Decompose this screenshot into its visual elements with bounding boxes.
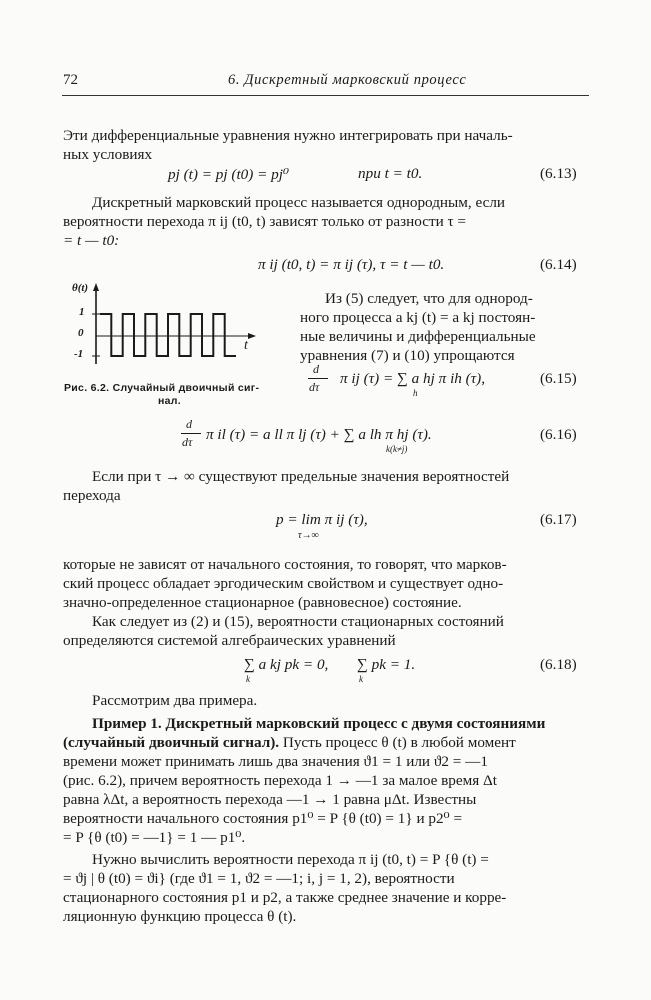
paragraph-line: значно-определенное стационарное (равновесное) состояние. <box>63 594 462 611</box>
figure-caption-line2: нал. <box>158 395 181 407</box>
paragraph-line: ляционную функцию процесса θ (t). <box>63 908 297 925</box>
equation-6-14: π ij (t0, t) = π ij (τ), τ = t — t0. <box>258 256 445 273</box>
paragraph-line: Дискретный марковский процесс называется однородным, если <box>92 194 506 211</box>
paragraph-line: Эти дифференциальные уравнения нужно интегрировать при началь- <box>63 127 513 144</box>
axis-x-label: t <box>244 338 248 353</box>
equation-6-13-lhs: pj (t) = pj (t0) = pj⁰ <box>168 166 290 183</box>
paragraph-line: ных условиях <box>63 146 153 163</box>
sum-subscript: h <box>413 388 418 398</box>
signal-plot <box>60 282 290 377</box>
example-heading-text: (случайный двоичный сигнал). <box>63 734 280 751</box>
paragraph-line: вероятности начального состояния p1⁰ = P {θ (t0) = 1} и p2⁰ = <box>63 810 463 827</box>
equation-6-18-part1: ∑ a kj pk = 0, <box>244 656 329 673</box>
paragraph-line: Рассмотрим два примера. <box>92 692 258 709</box>
equation-number: (6.14) <box>540 256 577 273</box>
x-axis-arrow <box>248 333 256 339</box>
fraction-numerator: d <box>313 362 319 376</box>
sum-subscript: k <box>359 674 363 684</box>
equation-6-15: π ij (τ) = ∑ a hj π ih (τ), <box>340 370 486 387</box>
fraction-denominator: dτ <box>182 435 193 449</box>
paragraph-line: = t — t0: <box>63 232 120 249</box>
paragraph-line: определяются системой алгебраических уравнений <box>63 632 396 649</box>
equation-number: (6.15) <box>540 370 577 387</box>
paragraph-line: уравнения (7) и (10) упрощаются <box>300 347 515 364</box>
sum-subscript: k <box>246 674 250 684</box>
tick-label-plus: 1 <box>79 306 85 318</box>
equation-number: (6.17) <box>540 511 577 528</box>
fraction-bar <box>181 433 201 434</box>
fraction-numerator: d <box>186 417 192 431</box>
equation-number: (6.13) <box>540 165 577 182</box>
paragraph-line: ский процесс обладает эргодическим свойством и существует одно- <box>63 575 504 592</box>
paragraph-text: Пусть процесс θ (t) в любой момент <box>282 734 516 751</box>
paragraph-line: вероятности перехода π ij (t0, t) зависят только от разности τ = <box>63 213 466 230</box>
paragraph-line: Из (5) следует, что для однород- <box>325 290 533 307</box>
axis-y-label: θ(t) <box>72 282 89 294</box>
page-number: 72 <box>63 72 78 88</box>
header-rule <box>62 95 589 96</box>
equation-6-16: π il (τ) = a ll π lj (τ) + ∑ a lh π hj (τ). <box>206 426 432 443</box>
example-heading-text: Пример 1. Дискретный марковский процесс с двумя состояниями <box>92 715 546 732</box>
y-axis-arrow <box>93 283 99 291</box>
equation-6-18-part2: ∑ pk = 1. <box>357 656 416 673</box>
equation-6-13-condition: при t = t0. <box>358 165 423 182</box>
paragraph-line: времени может принимать лишь два значения ϑ1 = 1 или ϑ2 = —1 <box>63 753 488 770</box>
equation-number: (6.16) <box>540 426 577 443</box>
sum-subscript: k(k≠j) <box>386 444 408 454</box>
figure-caption-line1: Рис. 6.2. Случайный двоичный сиг- <box>64 382 260 394</box>
paragraph-line: (рис. 6.2), причем вероятность перехода 1 → —1 за малое время Δt <box>63 772 498 789</box>
paragraph-line: которые не зависят от начального состояния, то говорят, что марков- <box>63 556 507 573</box>
paragraph-line: Нужно вычислить вероятности перехода π ij (t0, t) = P {θ (t) = <box>92 851 489 868</box>
paragraph-line: перехода <box>63 487 121 504</box>
paragraph-line: Если при τ → ∞ существуют предельные значения вероятностей <box>92 468 510 485</box>
limit-subscript: τ→∞ <box>298 530 319 541</box>
paragraph-line: ного процесса a kj (t) = a kj постоян- <box>300 309 536 326</box>
paragraph-line: стационарного состояния p1 и p2, а также среднее значение и корре- <box>63 889 507 906</box>
fraction-denominator: dτ <box>309 380 320 394</box>
figure-random-binary-signal <box>60 282 290 377</box>
fraction-bar <box>308 378 328 379</box>
signal-waveform <box>100 314 236 356</box>
paragraph-line: Как следует из (2) и (15), вероятности стационарных состояний <box>92 613 504 630</box>
paragraph-line: = ϑj | θ (t0) = ϑi} (где ϑ1 = 1, ϑ2 = —1; i, j = 1, 2), вероятности <box>63 870 455 887</box>
equation-6-17: p = lim π ij (τ), <box>276 511 368 528</box>
paragraph-line <box>63 732 516 753</box>
paragraph-line: = P {θ (t0) = —1} = 1 — p1⁰. <box>63 829 246 846</box>
equation-number: (6.18) <box>540 656 577 673</box>
paragraph-line: равна λΔt, а вероятность перехода —1 → 1 равна μΔt. Известны <box>63 791 477 808</box>
tick-label-minus: -1 <box>74 348 84 360</box>
paragraph-line: ные величины и дифференциальные <box>300 328 536 345</box>
chapter-title: 6. Дискретный марковский процесс <box>228 72 467 88</box>
tick-label-zero: 0 <box>78 327 84 339</box>
example-heading <box>92 713 545 734</box>
